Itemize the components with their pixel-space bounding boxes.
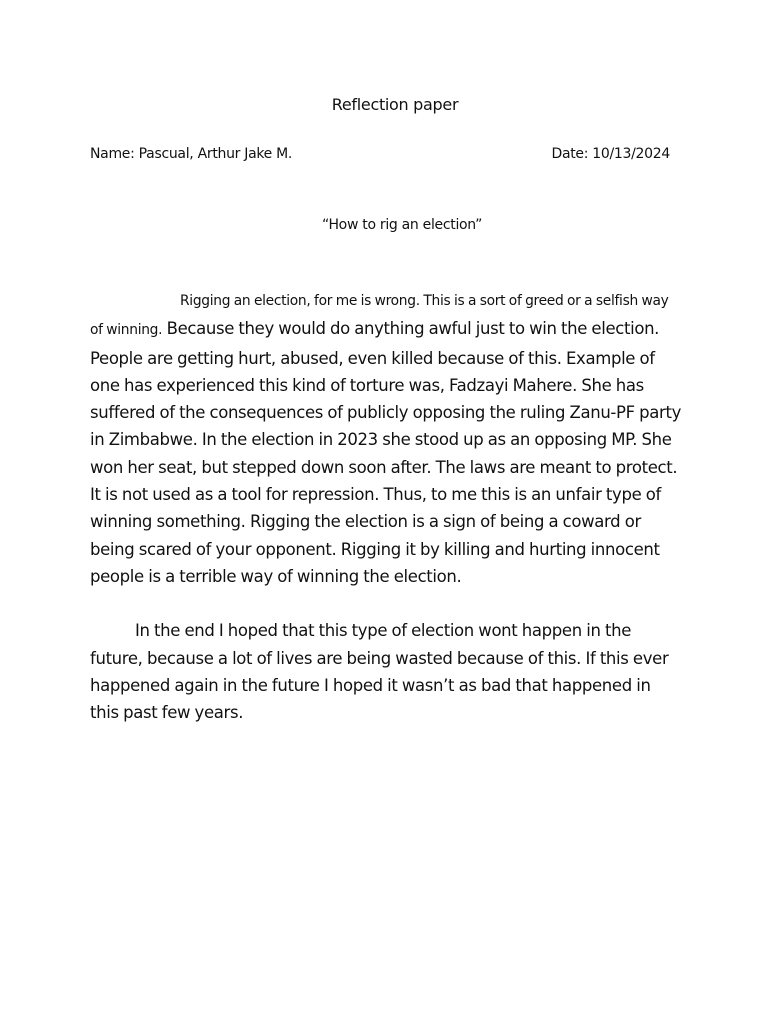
author-name: Name: Pascual, Arthur Jake M. <box>90 146 293 162</box>
paragraph-1 <box>90 286 682 590</box>
essay-subtitle: “How to rig an election” <box>321 217 483 233</box>
document-date: Date: 10/13/2024 <box>551 146 670 162</box>
page-title: Reflection paper <box>331 95 459 114</box>
essay-body <box>90 286 682 726</box>
paragraph-1-main: Because they would do anything awful just to win the election. People are getting hurt, abused, even killed because of this. Example of one has experienced this kind of torture was, Fadzayi Mahere. She has suffered of the consequences of publicly opposing the ruling Zanu-PF party in Zimbabwe. In the election in 2023 she stood up as an opposing MP. She won her seat, but stepped down soon after. The laws are meant to protect. It is not used as a tool for repression. Thus, to me this is an unfair type of winning something. Rigging the election is a sign of being a coward or being scared of your opponent. Rigging it by killing and hurting innocent people is a terrible way of winning the election. <box>90 319 682 586</box>
paragraph-1-opening: Rigging an election, for me is wrong. This is a sort of greed or a selfish way of winning. <box>90 293 669 339</box>
paragraph-2: In the end I hoped that this type of election wont happen in the future, because a lot of lives are being wasted because of this. If this ever happened again in the future I hoped it wasn’t as bad that happened in this past few years. <box>90 621 669 723</box>
